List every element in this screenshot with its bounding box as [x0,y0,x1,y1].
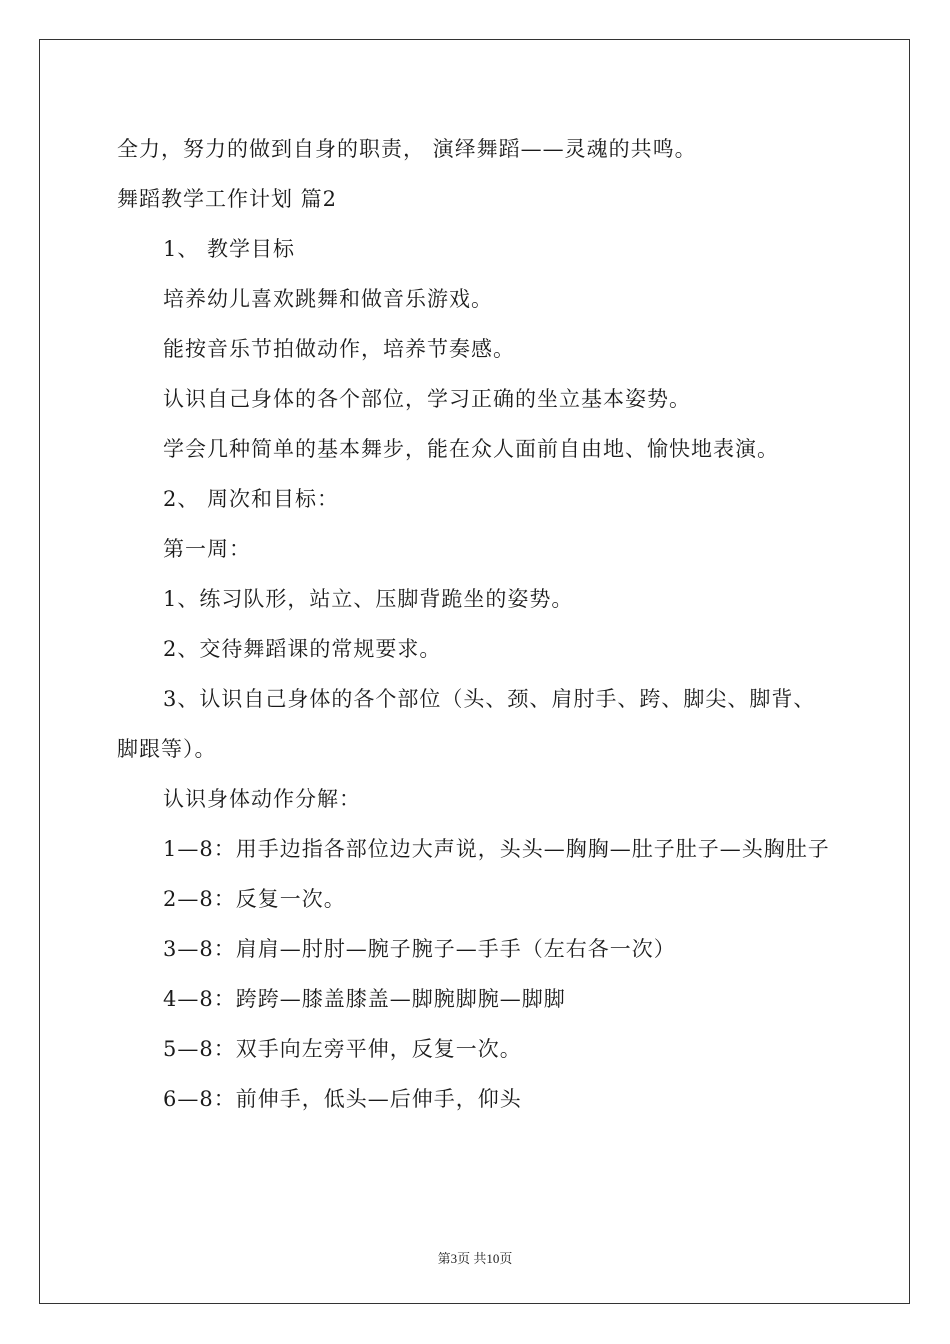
page-number: 第3页 共10页 [437,1251,513,1266]
goal-item: 认识自己身体的各个部位，学习正确的坐立基本姿势。 [163,387,691,411]
step-item: 3—8：肩肩—肘肘—腕子腕子—手手（左右各一次） [163,937,676,961]
subheading-goals: 1、 教学目标 [163,237,296,261]
week-label: 第一周： [163,537,251,561]
step-item: 4—8：跨跨—膝盖膝盖—脚腕脚腕—脚脚 [163,987,566,1011]
goal-item: 学会几种简单的基本舞步，能在众人面前自由地、愉快地表演。 [163,437,779,461]
step-item: 6—8：前伸手，低头—后伸手，仰头 [163,1087,522,1111]
document-body [117,124,837,1124]
week-item: 1、练习队形，站立、压脚背跪坐的姿势。 [163,587,574,611]
goal-item: 能按音乐节拍做动作，培养节奏感。 [163,337,515,361]
subheading-weeks: 2、 周次和目标： [163,487,340,511]
week-item: 2、交待舞蹈课的常规要求。 [163,637,442,661]
section-heading: 舞蹈教学工作计划 篇2 [117,187,338,211]
step-paragraph: 1—8：用手边指各部位边大声说，头头—胸胸—肚子肚子—头胸肚子 [163,837,830,861]
step-item: 2—8：反复一次。 [163,887,346,911]
step-item: 5—8：双手向左旁平伸，反复一次。 [163,1037,522,1061]
goal-item: 培养幼儿喜欢跳舞和做音乐游戏。 [163,287,493,311]
text-line: 全力，努力的做到自身的职责， 演绎舞蹈——灵魂的共鸣。 [117,137,697,161]
body-parts-paragraph: 3、认识自己身体的各个部位（头、颈、肩肘手、跨、脚尖、脚背、脚跟等）。 [117,687,816,761]
decompose-heading: 认识身体动作分解： [163,787,361,811]
